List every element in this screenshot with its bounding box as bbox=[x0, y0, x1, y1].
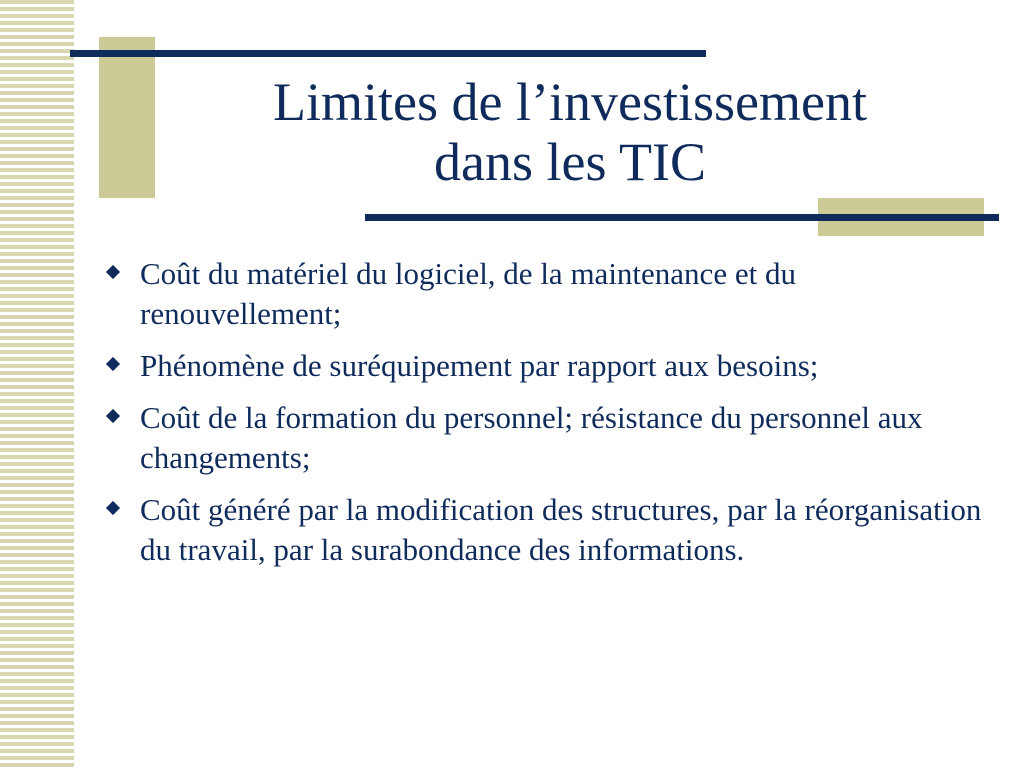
diamond-icon bbox=[106, 265, 120, 279]
decorative-stripes bbox=[0, 0, 74, 768]
bullet-text: Coût de la formation du personnel; résistance du personnel aux changements; bbox=[140, 400, 923, 475]
diamond-icon bbox=[106, 357, 120, 371]
bullet-text: Coût généré par la modification des structures, par la réorganisation du travail, par la surabondance des informations. bbox=[140, 492, 982, 567]
diamond-icon bbox=[106, 409, 120, 423]
bullet-list bbox=[104, 254, 984, 582]
slide-title-line-2: dans les TIC bbox=[434, 132, 706, 192]
bullet-text: Coût du matériel du logiciel, de la maintenance et du renouvellement; bbox=[140, 256, 796, 331]
bullet-item bbox=[104, 346, 984, 386]
slide-title bbox=[190, 72, 950, 192]
bullet-text: Phénomène de suréquipement par rapport aux besoins; bbox=[140, 348, 819, 383]
decorative-block-left bbox=[99, 37, 155, 198]
diamond-icon bbox=[106, 501, 120, 515]
decorative-rule-top bbox=[70, 50, 706, 57]
slide-title-line-1: Limites de l’investissement bbox=[273, 72, 867, 132]
decorative-rule-bottom bbox=[365, 214, 999, 221]
bullet-item bbox=[104, 398, 984, 478]
bullet-item bbox=[104, 490, 984, 570]
bullet-item bbox=[104, 254, 984, 334]
